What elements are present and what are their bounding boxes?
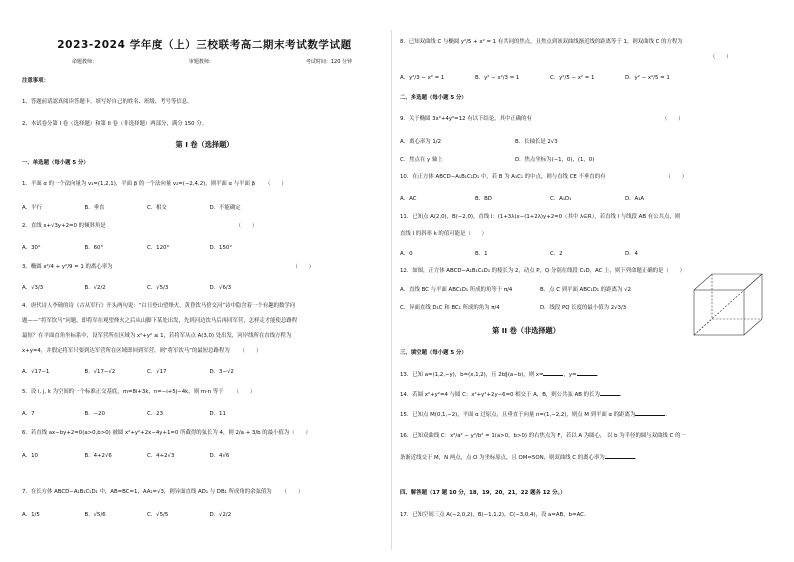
option: A．0 [400, 251, 413, 257]
section-heading: 四、解答题（17 题 10 分，18，19，20，21，22 题各 12 分。） [400, 490, 566, 496]
option: C．相交 [147, 205, 167, 211]
answer-paren: （ ） [239, 348, 262, 354]
option: B．y² − x²/3 = 1 [475, 75, 520, 81]
option: A．√3/3 [22, 285, 44, 291]
question-14 [400, 390, 625, 399]
option: A．7 [22, 411, 35, 417]
info-author: 命题教师： [72, 59, 98, 65]
question-4-line [22, 348, 261, 355]
answer-paren: （ ） [233, 389, 256, 395]
question-6-stem: 6．若直线 ax−by+2=0(a>0,b>0) 被圆 x²+y²+2x−4y+1=0 所截得的弦长为 4，则 2/a + 3/b 的最小值为（ ） [22, 430, 311, 436]
option: B．点 C 到平面 ABC₁D₁ 的距离为 √2 [540, 287, 631, 293]
option: D．11 [209, 411, 226, 417]
option: C．√5/5 [147, 512, 169, 518]
option: C．A₁D₁ [550, 196, 572, 202]
q-text: 8．已知双曲线 C 与椭圆 y²/5 + x² = 1 有共同的焦点，且焦点到该双曲线渐近线的距离等于 1，则双曲线 C 的方程为 [400, 39, 683, 45]
notice-item: 1、答题前请認真阅读答题卡，填写好自己的姓名、班级、考号等信息。 [22, 99, 193, 105]
option: D．y² − x²/5 = 1 [625, 75, 670, 81]
question-9-options [400, 155, 630, 163]
question-11-options [400, 249, 700, 257]
question-15 [400, 410, 671, 419]
question-12-stem: 12．如图，正方体 ABCD−A₁B₁C₁D₁ 的棱长为 2，动点 P，Q 分别在线段 C₁D，AC 上，则下列命题正确的是（ ） [400, 268, 685, 274]
section-heading: 二、多选题（每小题 5 分） [400, 95, 467, 101]
part2-heading: 第 II 卷（非选择题） [492, 326, 560, 335]
option: A．10 [22, 453, 38, 459]
question-5-options [22, 409, 272, 417]
question-17: 17．已知空间三点 A(−2,0,2)，B(−1,1,2)，C(−3,0,4)，设 a=AB，b=AC． [400, 512, 590, 518]
option: D．A₁A [625, 196, 645, 202]
answer-paren: （ ） [292, 264, 315, 270]
answer-blank[interactable] [577, 370, 597, 376]
question-1-stem [22, 181, 287, 188]
answer-paren: （ ） [710, 54, 732, 60]
option: B．4+2√6 [84, 453, 112, 459]
q-text: 9．关于椭圆 3x²+4y²=12 有以下结论，其中正确的有 [400, 116, 532, 122]
option: A．1/5 [22, 512, 40, 518]
cube-right-edges [744, 274, 762, 335]
exam-title: 2023-2024 学年度（上）三校联考高二期末考试数学试题 [57, 39, 352, 51]
exam-info [72, 58, 352, 65]
question-9-options [400, 137, 630, 145]
question-16-line [400, 453, 640, 462]
question-3-stem [22, 264, 314, 271]
option: D．√6/3 [209, 285, 232, 291]
option: C．23 [147, 411, 164, 417]
option: A．平行 [22, 205, 42, 211]
option: C．4+2√3 [147, 453, 175, 459]
answer-paren: （ ） [265, 181, 287, 187]
option: C．2 [550, 251, 563, 257]
q-text: 3．椭圆 x²/4 + y²/9 = 1 的离心率为 [22, 264, 113, 270]
answer-paren: （ ） [235, 223, 258, 229]
option: C．异面直线 D₁C 和 BC₁ 所成的角为 π/4 [400, 305, 500, 311]
question-4-line: 4．唐代诗人李颀的诗《古从军行》开头两句说：“白日登山望烽火，黄昏饮马傍交河”诗中隐含着一个有趣的数学问 [22, 303, 296, 309]
question-7-stem [22, 489, 303, 496]
info-reviewer: 审题教师： [188, 59, 214, 65]
answer-blank[interactable] [605, 453, 635, 459]
option: A．30° [22, 245, 41, 251]
option: D．4 [625, 251, 638, 257]
question-8-options [400, 73, 700, 81]
question-16-line: 16．已知双曲线 C：x²/a² − y²/b² = 1(a>0，b>0) 的右焦点为 F，若以 A 为圆心， 以 b 为半径的圆与双曲线 C 的一 [400, 433, 686, 439]
question-1-options [22, 203, 272, 211]
q-text: ． [634, 455, 641, 461]
question-3-options [22, 283, 272, 291]
option: B．√2/2 [84, 285, 106, 291]
q-text: 5．设 i, j, k 为空间的一个标准正交基底，m=8i+3k，n=−i+5j−4k，则 m·n 等于 [22, 389, 224, 395]
q-text: 条渐近线交于 M，N 两点，点 O 为坐标原点，且 OM=5ON，则双曲线 C 的离心率为 [400, 455, 605, 461]
option: D．3−√2 [209, 369, 234, 375]
option: D．不能确定 [209, 205, 241, 211]
option: C．y²/5 − x² = 1 [550, 75, 595, 81]
option: C．√5/3 [147, 285, 169, 291]
question-6-options [22, 451, 272, 459]
question-10-stem [400, 174, 687, 181]
q-text: ． [619, 392, 626, 398]
question-8-stem [400, 39, 683, 46]
notice-item: 2、本试卷分第 I 卷（选择题）和第 II 卷（非选择题）两部分，满分 150 分。 [22, 121, 208, 127]
answer-blank[interactable] [543, 370, 563, 376]
q-text: ，y= [563, 372, 577, 378]
q-text: ． [596, 372, 602, 378]
notice-heading: 注意事项： [22, 78, 49, 84]
option: A．√17−1 [22, 369, 50, 375]
section-heading: 一、单选题（每小题 5 分） [22, 160, 89, 166]
option: B．√17−√2 [84, 369, 116, 375]
q-text: 14．若圆 x²+y²=4 与圆 C：x²+y²+2y−6=0 相交于 A，B，则公共弦 AB 的长为 [400, 392, 600, 398]
option: B．长轴长是 2√3 [515, 139, 558, 145]
option: B．−20 [84, 411, 105, 417]
option: B．BD [475, 196, 492, 202]
q-text: 15．已知点 M(0,1,−2)，平面 α 过原点，且垂直于向量 n=(1,−2,2)，则点 M 到平面 α 的距离为 [400, 412, 636, 418]
q-text: 10．在正方体 ABCD−A₁B₁C₁D₁ 中，若 B 为 A₁C₁ 的中点，则与直线 CE 不垂直的有 [400, 174, 606, 180]
question-2-stem [22, 223, 257, 230]
option: A．直线 BC 与平面 ABC₁D₁ 所成的角等于 π/4 [400, 287, 513, 293]
question-9-stem [400, 116, 684, 123]
question-2-options [22, 243, 272, 251]
section-heading: 三、填空题（每小题 5 分） [400, 350, 467, 356]
option: D．4√6 [209, 453, 230, 459]
option: B．60° [84, 245, 104, 251]
question-4-options [22, 367, 272, 375]
option: C．√17 [147, 369, 167, 375]
question-7-options [22, 510, 272, 518]
option: D．150° [209, 245, 233, 251]
answer-paren: （ ） [281, 489, 304, 495]
option: B．1 [475, 251, 488, 257]
option: A．AC [400, 196, 417, 202]
question-4-line: 最短？在平面直角坐标系中，设军营所在区域为 x²+y² ≤ 1，若将军从点 A(3,0) 处出发，河岸线所在直线方程为 [22, 333, 292, 339]
answer-blank[interactable] [600, 390, 620, 396]
column-divider [391, 30, 392, 550]
option: A．离心率为 1/2 [400, 139, 442, 145]
info-time: 考试时间：120 分钟 [305, 59, 352, 65]
answer-blank[interactable] [635, 410, 665, 416]
question-10-options [400, 194, 700, 202]
answer-paren: （ ） [665, 174, 688, 180]
q-text: x+y=4，并假定将军只要到达军营所在区域即回到军营，则“将军饮马”的最短总路程为 [22, 348, 230, 354]
option: B．√5/6 [84, 512, 106, 518]
q-text: 2．直线 x+√3y+2=0 的倾斜角是 [22, 223, 106, 229]
option: D．线段 PQ 长度的最小值为 2√3/3 [540, 305, 627, 311]
question-13 [400, 370, 602, 379]
cube-top-edges [694, 274, 762, 290]
question-11-line: 直线 l 的斜率 k 的值可能是（ ） [400, 231, 487, 237]
q-text: ． [665, 412, 671, 418]
question-4-line: 题——“将军饮马”问题，即将军在观望烽火之后从山脚下某处出发，先到河边饮马后再回军营，怎样走才能使总路程 [22, 318, 298, 324]
option: C．焦点在 y 轴上 [400, 157, 443, 163]
q-text: 13．已知 a=(1,2,−y)，b=(x,1,2)，且 2b∥(a−b)，则 x= [400, 372, 544, 378]
part1-heading: 第 I 卷（选择题） [175, 140, 234, 149]
question-11-line: 11．已知点 A(2,0)，B(−2,0)，直线 l：(1+3λ)x−(1+2λ)y+2=0（其中 λ∈R），若直线 l 与线段 AB 有公共点，则 [400, 214, 681, 220]
option: D．√2/2 [209, 512, 232, 518]
option: B．垂直 [84, 205, 105, 211]
option: A．y²/3 − x² = 1 [400, 75, 445, 81]
answer-paren: （ ） [661, 116, 684, 122]
q-text: 7．在长方体 ABCD−A₁B₁C₁D₁ 中，AB=BC=1，AA₁=√3，则异面直线 AD₁ 与 DB₁ 所成角的余弦值为 [22, 489, 272, 495]
option: D．焦点坐标为(−1，0)，(1，0) [515, 157, 595, 163]
option: C．120° [147, 245, 170, 251]
q-text: 1．平面 α 的一个法向量为 v₁=(1,2,1)，平面 β 的一个法向量 v₂=(−2,4,2)，则平面 α 与平面 β [22, 181, 256, 187]
question-5-stem [22, 389, 255, 396]
